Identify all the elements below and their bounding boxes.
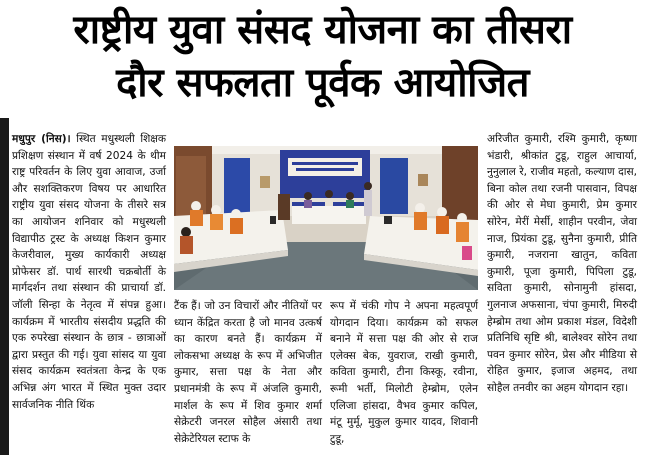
article-text-2b: रूप में चंकी गोप ने अपना महत्वपूर्ण योगदान दिया। कार्यक्रम को सफल बनाने में सत्ता पक्ष की ओर से राज एलेक्स बेक, युवराज, राखी कुमारी, कविता कुमारी, टीना किस्कू, रवीना, रूमी भर्ती, मिलोटी हेम्ब्रोम, एलेन एलिजा हांसदा, वैभव कुमार कपिल, मंटू मुर्मू, मुकुल कुमार यादव, शिवानी टुडू, [330,300,478,445]
article-column-1 [12,131,166,413]
article-column-3 [487,131,637,397]
article-column-2b [330,298,478,447]
headline-line-2: दौर सफलता पूर्वक आयोजित [116,60,529,106]
page-edge-strip [0,118,9,455]
headline-line-1: राष्ट्रीय युवा संसद योजना का तीसरा [73,7,572,53]
article-column-2a [174,298,322,447]
headline [0,4,645,110]
article-text-2a: टैंक हैं। जो उन विचारों और नीतियों पर ध्यान केंद्रित करता है जो मानव उत्कर्ष का कारण बनते हैं। कार्यक्रम में लोकसभा अध्यक्ष के रूप में अभिजीत कुमार, सत्ता पक्ष के नेता और प्रधानमंत्री के रूप में अंजलि कुमारी, मार्शल के रूप में शिव कुमार शर्मा सेक्रेटरी जनरल सोहैल अंसारी तथा सेक्रेटेरियल स्टाफ के [174,300,322,445]
event-photo [174,146,478,290]
dateline: मधुपुर (निस)। [12,133,71,145]
article-text-1: स्थित मधुस्थली शिक्षक प्रशिक्षण संस्थान में वर्ष 2024 के थीम राष्ट्र परिवर्तन के लिए युवा आवाज, उर्जा और सशक्तिकरण विषय पर आधारित राष्ट्रीय युवा संसद योजना के तीसरे सत्र का आयोजन शनिवार को मधुस्थली विद्यापीठ ट्रस्ट के अध्यक्ष किशन कुमार केजरीवाल, मुख्य कार्यकारी अध्यक्ष प्रोफेसर डॉ. पार्थ सारथी चक्रबोर्ती के मार्गदर्शन तथा संस्थान की प्राचार्या डॉ. जॉली सिन्हा के नेतृत्व में संपन्न हुआ। कार्यक्रम में भारतीय संसदीय प्रद्धति की एक रुपरेखा संस्थान के छात्र - छात्राओं द्वारा प्रस्तुत की गई। युवा सांसद या युवा संसद कार्यक्रम स्वतंत्रता केन्द्र के एक अभिन्न अंग भारत में स्थित मुक्त उदार सार्वजनिक नीति थिंक [12,133,167,411]
article-text-3: अरिजीत कुमारी, रश्मि कुमारी, कृष्णा भंडारी, श्रीकांत टुडू, राहुल आचार्या, नुनुलाल रे, राजीव महतो, कल्याण दास, बिना कोल तथा रजनी पासवान, विपक्ष की ओर से मेघा कुमारी, प्रेम कुमार सोरेन, मेरीं मेर्सी, शाहीन परवीन, जेवा नाज, प्रियंका टुडू, सुनैना कुमारी, प्रीति कुमारी, नजराना खातुन, कविता कुमारी, पूजा कुमारी, पिपिला टुडू, सविता कुमारी, सोनामुनी हांसदा, गुलनाज अफसाना, चंपा कुमारी, मिरुदी हेम्ब्रोम तथा ओम प्रकाश मंडल, विदेशी प्रतिनिधि सृष्टि श्री, बालेश्वर सोरेन तथा पवन कुमार सोरेन, प्रेस और मीडिया से रोहित कुमार, इजाज अहमद, तथा सोहैल तनवीर का अहम योगदान रहा। [487,133,637,394]
